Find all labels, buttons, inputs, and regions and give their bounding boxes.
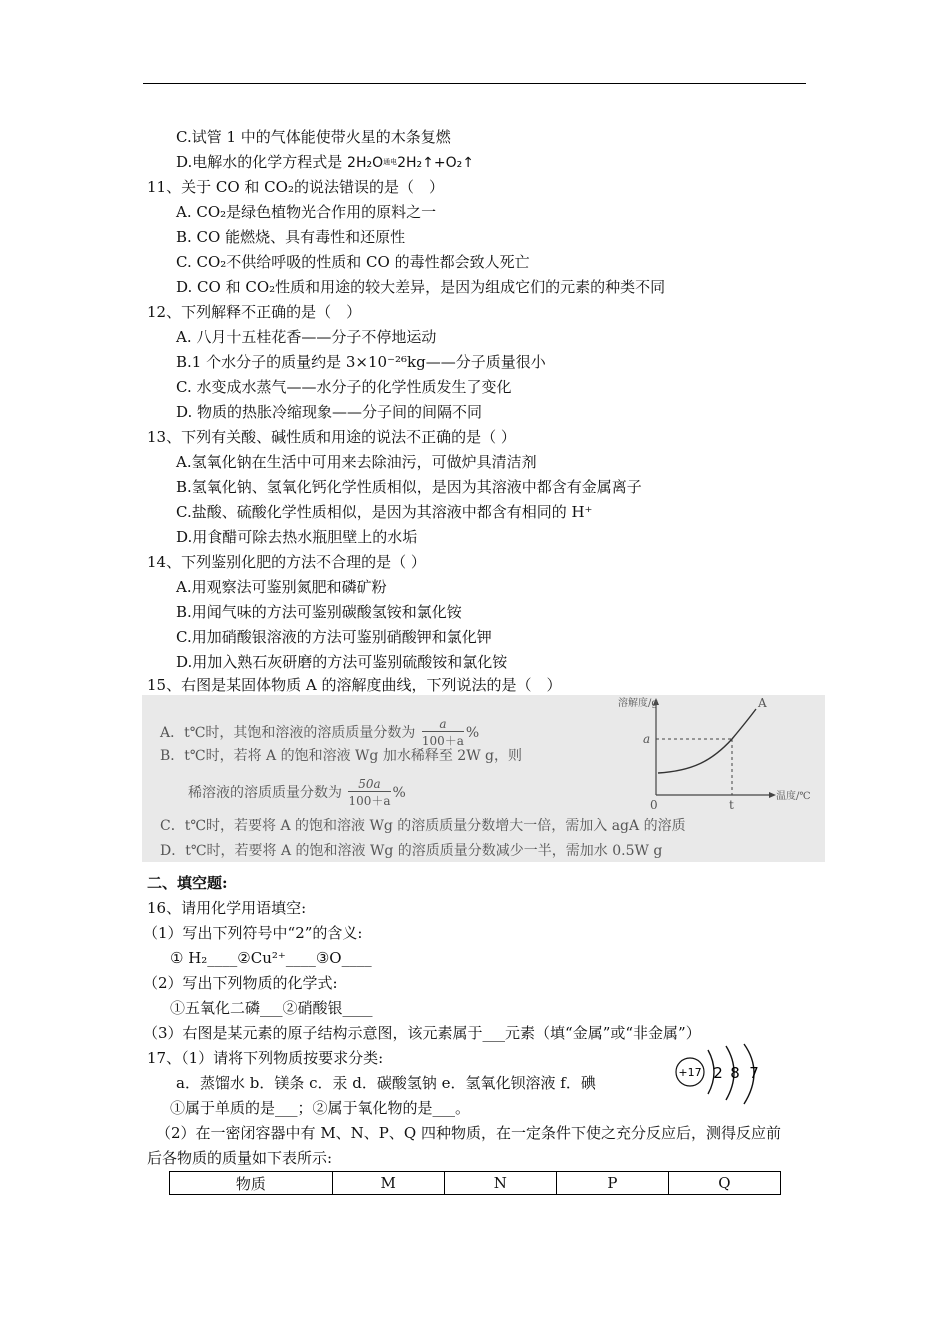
atomic-structure-diagram [672,1040,772,1114]
q15-option-b-line1: B．t℃时，若将 A 的饱和溶液 Wg 加水稀释至 2W g，则 [160,748,522,764]
q17-stem: 17、（1）请将下列物质按要求分类: [147,1049,384,1067]
q17-substance-list: a．蒸馏水 b．镁条 c．汞 d．碳酸氢钠 e．氢氧化钡溶液 f．碘 [176,1074,596,1092]
table-header-m: M [332,1172,444,1195]
graph-t-label: t [729,798,734,812]
q14-option-b: B.用闻气味的方法可鉴别碳酸氢铵和氯化铵 [176,603,462,621]
q15-b-fraction: $\frac{50a}{100+a}$ [348,777,391,808]
table-header-n: N [444,1172,556,1195]
q14-option-d: D.用加入熟石灰研磨的方法可鉴别硫酸铵和氯化铵 [176,653,508,671]
q16-part2-items: ①五氧化二磷___②硝酸银____ [170,999,373,1017]
table-header-q: Q [668,1172,780,1195]
q17-part2-line2: 后各物质的质量如下表所示: [147,1149,333,1167]
q15-option-a: A．t℃时，其饱和溶液的溶质质量分数为 $\frac{a}{100+a}$ % [160,717,480,748]
q15-option-b-line2: 稀溶液的溶质质量分数为 $\frac{50a}{100+a}$ % [188,777,406,808]
shell-3-electrons: 7 [749,1064,759,1082]
header-rule [143,83,806,84]
graph-a-label: a [643,732,651,746]
graph-x-label: 温度/℃ [776,791,811,802]
q12-option-d: D. 物质的热胀冷缩现象——分子间的间隔不同 [176,403,483,421]
graph-curve-label: A [758,696,767,710]
q15-option-c: C．t℃时，若要将 A 的饱和溶液 Wg 的溶质质量分数增大一倍，需加入 agA 的溶质 [160,818,686,834]
q12-option-b: B.1 个水分子的质量约是 3×10⁻²⁶kg——分子质量很小 [176,353,546,371]
solubility-graph [612,695,825,813]
q10-option-d: D.电解水的化学方程式是 $2H_2O^{通电}2H_2↑+O_2↑$ [176,153,474,171]
q16-stem: 16、请用化学用语填空: [147,899,307,917]
graph-origin-label: 0 [650,798,658,812]
q11-option-a: A. CO₂是绿色植物光合作用的原料之一 [176,203,437,221]
q15-stem: 15、右图是某固体物质 A 的溶解度曲线，下列说法的是（ ） [147,676,562,694]
q16-part2: （2）写出下列物质的化学式: [143,974,338,992]
table-header-substance: 物质 [170,1172,333,1195]
section-2-heading: 二、填空题: [147,874,228,892]
mass-table [169,1171,781,1195]
q11-stem: 11、关于 CO 和 CO₂的说法错误的是（ ） [147,178,444,196]
q11-option-c: C. CO₂不供给呼吸的性质和 CO 的毒性都会致人死亡 [176,253,530,271]
q14-option-c: C.用加硝酸银溶液的方法可鉴别硝酸钾和氯化钾 [176,628,492,646]
q13-option-d: D.用食醋可除去热水瓶胆壁上的水垢 [176,528,418,546]
shell-2-electrons: 8 [730,1064,740,1082]
q17-answers: ①属于单质的是___；②属于氧化物的是___。 [170,1099,471,1117]
q12-option-a: A. 八月十五桂花香——分子不停地运动 [176,328,437,346]
q11-option-b: B. CO 能燃烧、具有毒性和还原性 [176,228,406,246]
q14-stem: 14、下列鉴别化肥的方法不合理的是（ ） [147,553,426,571]
q15-a-fraction: $\frac{a}{100+a}$ [421,717,464,748]
q16-part3: （3）右图是某元素的原子结构示意图，该元素属于___元素（填“金属”或“非金属”） [143,1024,701,1042]
table-header-row [170,1172,781,1195]
graph-x-arrow [769,792,776,798]
q16-part1-items: ① H₂____②Cu²⁺____③O____ [170,949,372,967]
q12-option-c: C. 水变成水蒸气——水分子的化学性质发生了变化 [176,378,512,396]
q17-part2-line1: （2）在一密闭容器中有 M、N、P、Q 四种物质，在一定条件下使之充分反应后，测得反应前 [156,1124,781,1142]
q13-stem: 13、下列有关酸、碱性质和用途的说法不正确的是（ ） [147,428,516,446]
q13-option-c: C.盐酸、硫酸化学性质相似，是因为其溶液中都含有相同的 H⁺ [176,503,593,521]
nucleus-charge: +17 [678,1066,702,1079]
q14-option-a: A.用观察法可鉴别氮肥和磷矿粉 [176,578,387,596]
shell-1-electrons: 2 [713,1064,723,1082]
table-header-p: P [556,1172,668,1195]
solubility-curve [658,709,756,773]
q13-option-b: B.氢氧化钠、氢氧化钙化学性质相似，是因为其溶液中都含有金属离子 [176,478,642,496]
q12-stem: 12、下列解释不正确的是（ ） [147,303,362,321]
q13-option-a: A.氢氧化钠在生活中可用来去除油污，可做炉具清洁剂 [176,453,537,471]
q16-part1: （1）写出下列符号中“2”的含义: [143,924,363,942]
q10-option-c: C.试管 1 中的气体能使带火星的木条复燃 [176,128,451,146]
q11-option-d: D. CO 和 CO₂性质和用途的较大差异，是因为组成它们的元素的种类不同 [176,278,666,296]
q15-scanned-options [142,695,825,862]
graph-y-label: 溶解度/g [618,698,658,709]
q15-option-d: D．t℃时，若要将 A 的饱和溶液 Wg 的溶质质量分数减少一半，需加水 0.5W g [160,843,663,859]
